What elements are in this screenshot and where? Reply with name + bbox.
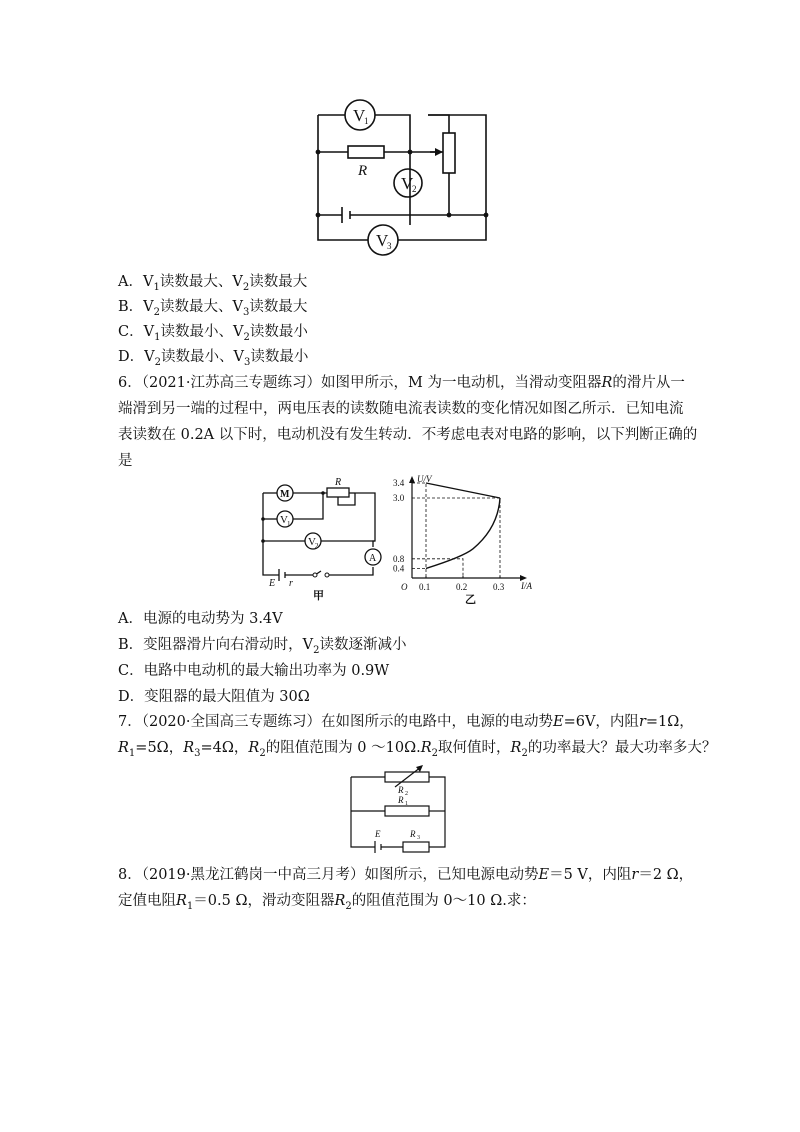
q6-chart-svg [393, 468, 553, 608]
q6-ylabel: U/V [417, 474, 432, 484]
q6-stem-line3: 表读数在 0.2A 以下时，电动机没有发生转动．不考虑电表对电路的影响，以下判断正确的 [118, 427, 698, 443]
q6-ytick-0: 0.4 [393, 563, 405, 574]
q6-chart-figure [393, 468, 553, 608]
q6-xtick-0: 0.1 [419, 582, 431, 592]
q6-series-lower [426, 498, 500, 568]
svg-text:E: E [375, 829, 381, 839]
svg-text:R: R [398, 785, 404, 795]
q6-m-label: M [280, 489, 290, 500]
q5-circuit-svg [300, 95, 500, 260]
q5-v1-label: V [353, 106, 366, 125]
q6-stem-line2: 端滑到另一端的过程中，两电压表的读数随电流表读数的变化情况如图乙所示．已知电流 [118, 401, 684, 417]
q7-circuit-svg [345, 765, 455, 860]
svg-text:1: 1 [287, 520, 291, 528]
svg-text:R: R [335, 477, 342, 488]
q6-ytick-3: 3.4 [393, 478, 405, 488]
svg-text:V: V [308, 536, 316, 548]
svg-text:R: R [398, 795, 404, 805]
svg-text:E: E [269, 578, 276, 589]
q5-v3-label: V [376, 231, 389, 250]
q8-stem-line1: 8．（2019·黑龙江鹤岗一中高三月考）如图所示，已知电源电动势E＝5 V，内阻r＝2 Ω， [118, 867, 694, 883]
svg-text:V: V [280, 514, 288, 526]
q6-series-upper [426, 483, 500, 498]
q5-option-b: B．$V_2$读数最大、$V_3$读数最大 [118, 299, 308, 318]
q5-circuit-figure [300, 95, 500, 260]
svg-text:1: 1 [364, 116, 369, 126]
q5-option-c: C．$V_1$读数最小、$V_2$读数最小 [118, 324, 308, 343]
q5-v2-label: V [401, 174, 414, 193]
q6-guide-0 [412, 483, 426, 578]
svg-text:3: 3 [387, 241, 392, 251]
q7-stem-line2: $R_1=5\Omega$，$R_3=4\Omega$，$R_2$的阻值范围为 0 $\sim 10\Omega.R_2$取何值时，$R_2$的功率最大？最大功率多大？ [118, 740, 717, 759]
svg-text:2: 2 [405, 791, 408, 797]
q6-xtick-1: 0.2 [456, 582, 468, 592]
q6-ytick-1: 0.8 [393, 553, 405, 564]
q6-stem-line1: 6．（2021·江苏高三专题练习）如图甲所示，M 为一电动机，当滑动变阻器R的滑片从一 [118, 375, 685, 391]
q5-r-label: R [358, 163, 368, 179]
svg-text:r: r [289, 578, 293, 589]
q6-guide-1 [412, 498, 500, 578]
svg-text:2: 2 [412, 184, 417, 194]
q6-ytick-2: 3.0 [393, 493, 405, 503]
q6-xlabel: I/A [521, 581, 532, 591]
q7-circuit-figure [345, 765, 455, 860]
q5-option-a: A．$V_1$读数最大、$V_2$读数最大 [118, 274, 308, 293]
q6-stem-line4: 是 [118, 453, 133, 469]
q8-stem-line2: 定值电阻$R_1=0.5$ Ω，滑动变阻器$R_2$的阻值范围为 0～10 Ω.求： [118, 893, 536, 912]
q7-stem-line1: 7．（2020·全国高三专题练习）在如图所示的电路中，电源的电动势E=6V，内阻r=1Ω， [118, 714, 694, 730]
svg-text:1: 1 [405, 801, 408, 807]
svg-text:R: R [410, 829, 416, 839]
q6-circuit-figure [255, 475, 390, 605]
q5-option-d: D．$V_2$读数最小、$V_3$读数最小 [118, 349, 309, 368]
q6-circuit-svg [255, 475, 390, 605]
q6-caption-jia: 甲 [313, 590, 324, 602]
q6-xtick-2: 0.3 [493, 582, 505, 592]
q6-option-d: D．变阻器的最大阻值为 30Ω [118, 689, 310, 705]
svg-text:A: A [369, 553, 377, 564]
q6-caption-yi: 乙 [465, 594, 476, 606]
q6-option-a: A．电源的电动势为 3.4V [118, 611, 283, 627]
q6-origin: O [401, 582, 408, 592]
svg-text:2: 2 [315, 542, 319, 550]
q6-option-b: B．变阻器滑片向右滑动时，$V_2$读数逐渐减小 [118, 637, 407, 656]
svg-text:3: 3 [417, 835, 420, 841]
q6-option-c: C．电路中电动机的最大输出功率为 0.9W [118, 663, 390, 679]
